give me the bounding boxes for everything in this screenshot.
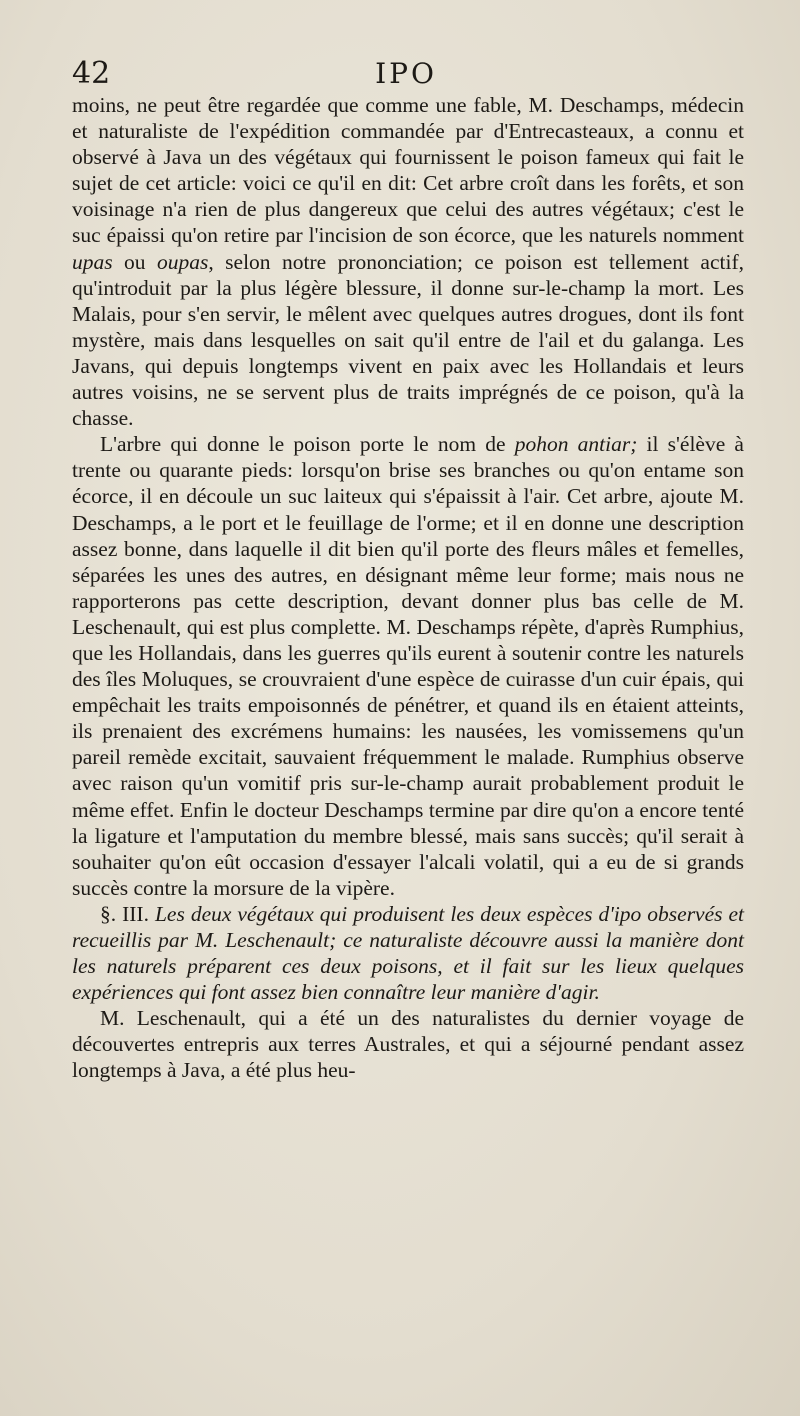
page-header <box>72 56 740 96</box>
text-run: moins, ne peut être regardée que comme une fable, M. Deschamps, médecin et naturaliste de l'expédition commandée par d'Entrecasteaux, a connu et observé à Java un des végétaux qui fournissent le poison fameux qui fait le sujet de cet article: voici ce qu'il en dit: Cet arbre croît dans les forêts, et son voisinage n'a rien de plus dangereux que celui des autres végétaux; c'est le suc épaissi qu'on retire par l'incision de son écorce, que les naturels nomment <box>72 93 744 248</box>
paragraph-continuation <box>72 92 744 431</box>
italic-term-oupas: oupas <box>156 249 209 274</box>
section-heading <box>72 901 744 1005</box>
italic-term-upas: upas <box>72 249 113 274</box>
body-text <box>72 92 744 1084</box>
italic-term-pohon-antiar: pohon antiar; <box>514 432 638 457</box>
paragraph-leschenault: M. Leschenault, qui a été un des naturalistes du dernier voyage de découvertes entrepris aux terres Australes, et qui a séjourné pendant assez longtemps à Java, a été plus heu- <box>72 1006 744 1083</box>
text-run: ou <box>112 249 157 274</box>
paragraph-pohon-antiar <box>72 431 744 901</box>
section-number: §. III. <box>100 901 149 926</box>
section-title: Les deux végétaux qui produisent les deux espèces d'ipo observés et recueillis par M. Leschenault; ce naturaliste découvre aussi la manière dont les naturels préparent ces deux poisons, et il fait sur les lieux quelques expériences qui font assez bien connaître leur manière d'agir. <box>72 901 745 1005</box>
text-run: L'arbre qui donne le poison porte le nom de <box>100 432 515 457</box>
text-run: il s'élève à trente ou quarante pieds: lorsqu'on brise ses branches ou qu'on entame son écorce, il en découle un suc laiteux qui s'épaissit à l'air. Cet arbre, ajoute M. Deschamps, a le port et le feuillage de l'orme; et il en donne une description assez bonne, dans laquelle il dit bien qu'il porte des fleurs mâles et femelles, séparées les unes des autres, en désignant même leur forme; mais nous ne rapporterons pas cette description, devant donner plus bas celle de M. Leschenault, qui est plus complette. M. Deschamps répète, d'après Rumphius, que les Hollandais, dans les guerres qu'ils eurent à soutenir contre les naturels des îles Moluques, se crouvraient d'une espèce de cuirasse d'un cuir épais, qui empêchait les traits empoisonnés de pénétrer, et quand ils en étaient atteints, ils prenaient des excrémens humains: les nausées, les vomissemens qu'un pareil remède excitait, sauvaient fréquemment le malade. Rumphius observe avec raison qu'un vomitif pris sur-le-champ aurait probablement produit le même effet. Enfin le docteur Deschamps termine par dire qu'on a encore tenté la ligature et l'amputation du membre blessé, mais sans succès; qu'il serait à souhaiter qu'on eût occasion d'essayer l'alcali volatil, qui a eu de si grands succès contre la morsure de la vipère. <box>72 432 744 900</box>
page-number: 42 <box>72 56 111 91</box>
text-run: , selon notre prononciation; ce poison est tellement actif, qu'introduit par la plus légère blessure, il donne sur-le-champ la mort. Les Malais, pour s'en servir, le mêlent avec quelques autres drogues, dont ils font mystère, mais dans lesquelles on sait qu'il entre de l'ail et du galanga. Les Javans, qui depuis longtemps vivent en paix avec les Hollandais et leurs autres voisins, ne se servent plus de traits imprégnés de ce poison, qu'à la chasse. <box>72 249 744 431</box>
running-head: IPO <box>375 57 437 90</box>
